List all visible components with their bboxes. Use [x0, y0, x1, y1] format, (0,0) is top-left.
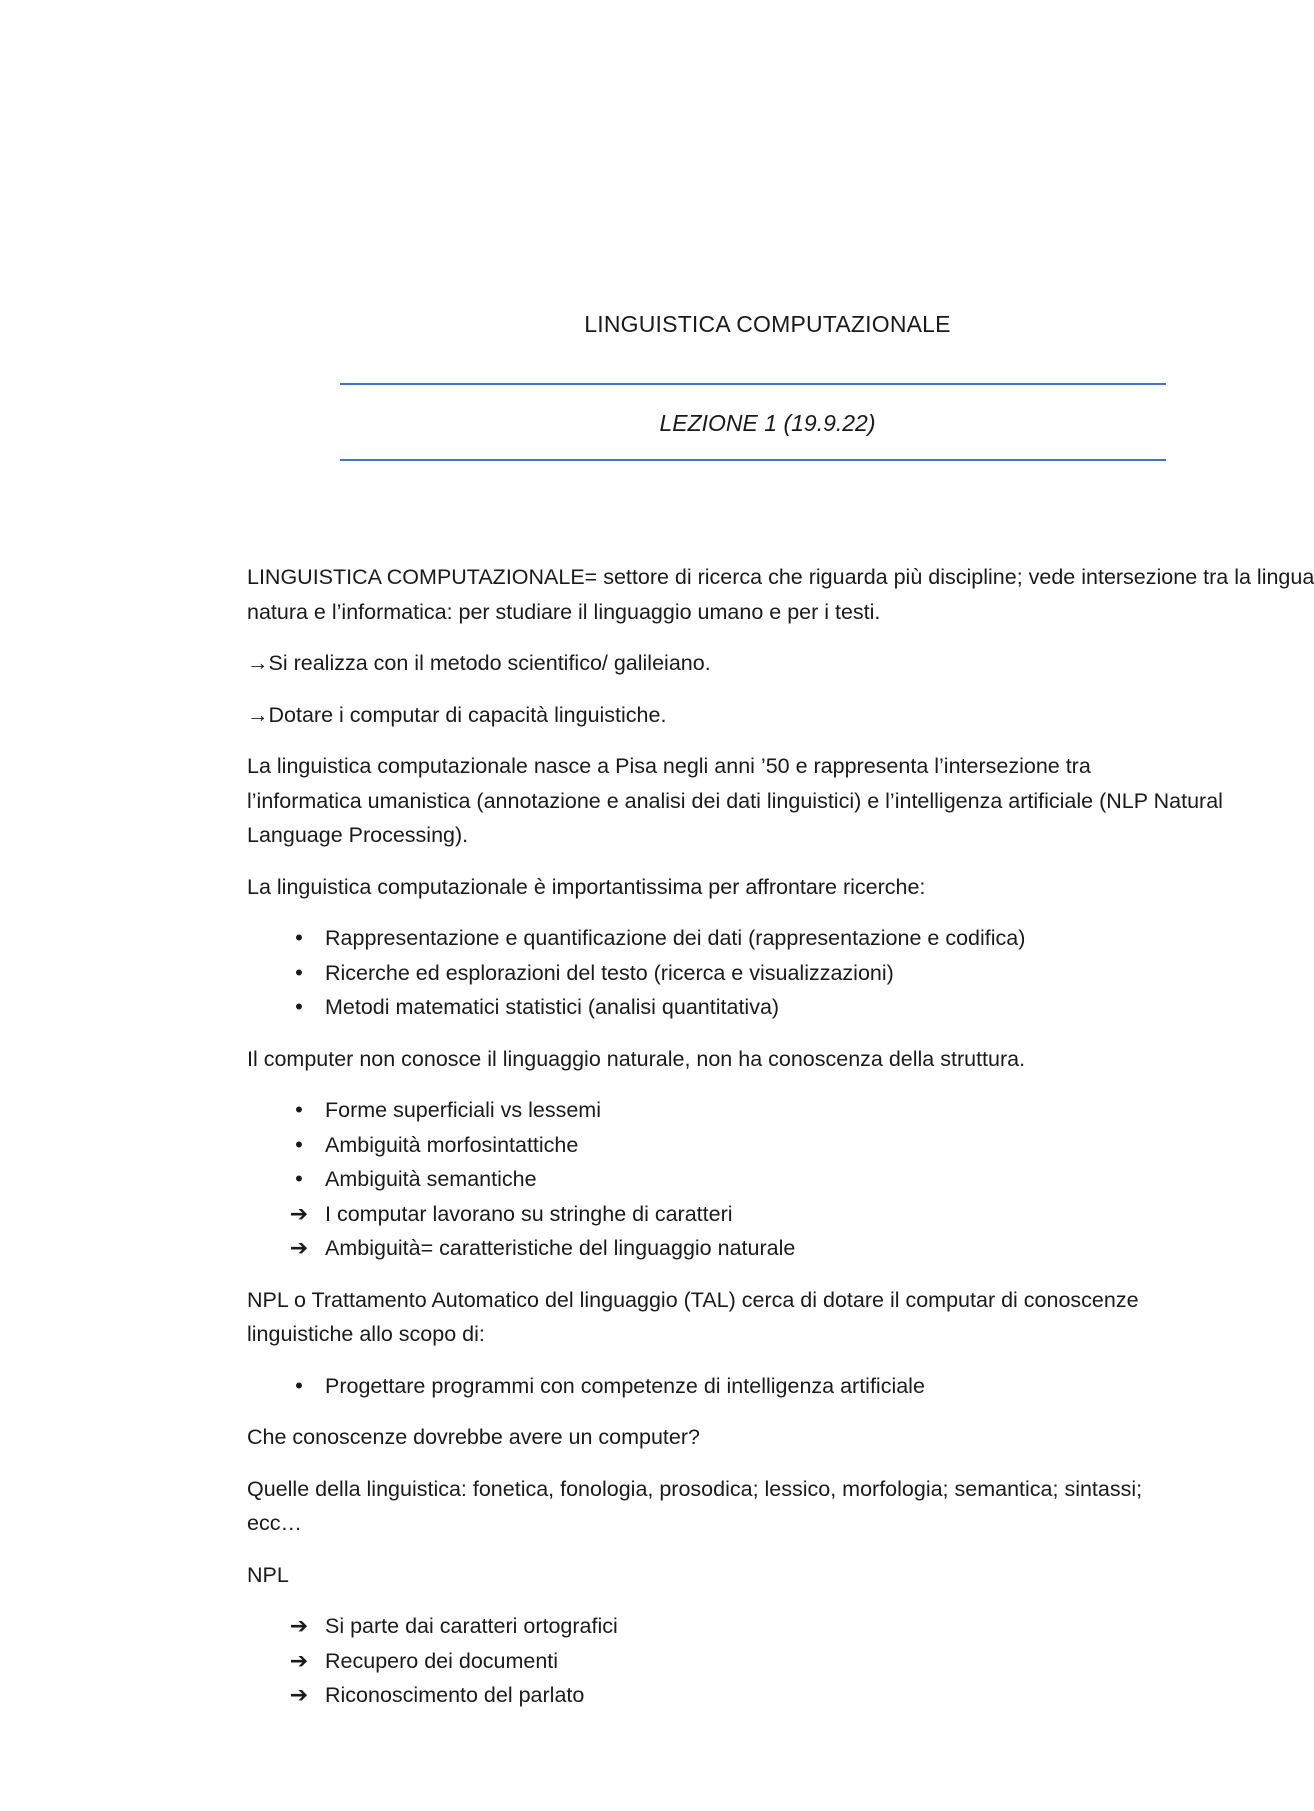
list-item	[247, 1231, 1166, 1266]
bullet-icon: •	[295, 1372, 303, 1398]
npl-list	[247, 1609, 1166, 1713]
arrow-icon: ➔	[289, 1647, 309, 1673]
list-item-text: Recupero dei documenti	[325, 1648, 559, 1673]
list-item-text: Metodi matematici statistici (analisi quantitativa)	[325, 995, 780, 1019]
paragraph-definition	[247, 560, 1314, 629]
list-item	[247, 1369, 1166, 1404]
paragraph-line: Language Processing).	[247, 823, 469, 847]
list-item-text: Si parte dai caratteri ortografici	[325, 1614, 618, 1638]
bullet-icon: •	[295, 1131, 303, 1157]
lesson-subtitle: LEZIONE 1 (19.9.22)	[659, 410, 876, 436]
arrow-icon: ➔	[289, 1200, 309, 1226]
paragraph-line: natura e l’informatica: per studiare il linguaggio umano e per i testi.	[247, 599, 881, 624]
list-item-text: Riconoscimento del parlato	[325, 1683, 585, 1707]
paragraph-line: linguistiche allo scopo di:	[247, 1322, 485, 1346]
bullet-icon: •	[295, 1166, 303, 1191]
paragraph-npl	[247, 1283, 1166, 1352]
bullet-icon: •	[295, 994, 303, 1019]
paragraph-line: Quelle della linguistica: fonetica, fonologia, prosodica; lessico, morfologia; semantica; sintassi;	[247, 1476, 1143, 1501]
list-item	[247, 1197, 1166, 1232]
list-item	[247, 1644, 1166, 1679]
list-item	[247, 1162, 1166, 1197]
paragraph-line: NPL o Trattamento Automatico del linguaggio (TAL) cerca di dotare il computar di conoscenze	[247, 1287, 1139, 1312]
list-item-text: Forme superficiali vs lessemi	[325, 1098, 601, 1122]
arrow-icon: ➔	[289, 1235, 309, 1260]
list-item	[247, 1609, 1166, 1644]
arrow-icon: ➔	[289, 1682, 309, 1707]
document-body	[247, 560, 1314, 1730]
paragraph-computer: Il computer non conosce il linguaggio naturale, non ha conoscenza della struttura.	[247, 1046, 1026, 1071]
paragraph-method: →Si realizza con il metodo scientifico/ galileiano.	[247, 651, 711, 675]
paragraph-line: LINGUISTICA COMPUTAZIONALE= settore di ricerca che riguarda più discipline; vede intersezione tra la lingua	[247, 565, 1314, 589]
paragraph-npl-heading: NPL	[247, 1562, 289, 1587]
paragraph-line: l’informatica umanistica (annotazione e analisi dei dati linguistici) e l’intelligenza artificiale (NLP Natural	[247, 788, 1223, 813]
list-item	[247, 1678, 1166, 1713]
purpose-list	[247, 1369, 1166, 1404]
paragraph-knowledge	[247, 1472, 1166, 1541]
list-item	[247, 1128, 1166, 1163]
list-item	[247, 956, 1166, 991]
list-item-text: Progettare programmi con competenze di intelligenza artificiale	[325, 1373, 925, 1398]
paragraph-origin	[247, 749, 1223, 853]
bullet-icon: •	[295, 1097, 303, 1122]
list-item-text: I computar lavorano su stringhe di caratteri	[325, 1201, 733, 1226]
paragraph-importance: La linguistica computazionale è importantissima per affrontare ricerche:	[247, 874, 926, 899]
list-item-text: Ricerche ed esplorazioni del testo (ricerca e visualizzazioni)	[325, 960, 894, 985]
title-rule-top	[340, 383, 1166, 385]
title-rule-bottom	[340, 459, 1166, 461]
bullet-icon: •	[295, 959, 303, 985]
research-list	[247, 921, 1166, 1025]
arrow-icon: ➔	[289, 1613, 309, 1638]
list-item	[247, 990, 1166, 1025]
list-item-text: Ambiguità morfosintattiche	[325, 1132, 579, 1157]
list-item	[247, 921, 1166, 956]
paragraph-question: Che conoscenze dovrebbe avere un computer?	[247, 1425, 700, 1449]
paragraph-line: La linguistica computazionale nasce a Pisa negli anni ’50 e rappresenta l’intersezione tra	[247, 754, 1091, 778]
document-title: LINGUISTICA COMPUTAZIONALE	[584, 311, 951, 337]
list-item-text: Ambiguità= caratteristiche del linguaggio naturale	[325, 1236, 796, 1260]
list-item	[247, 1093, 1166, 1128]
ambiguity-list	[247, 1093, 1166, 1266]
list-item-text: Ambiguità semantiche	[325, 1167, 537, 1191]
paragraph-line: ecc…	[247, 1511, 302, 1535]
paragraph-goal: →Dotare i computar di capacità linguistiche.	[247, 702, 667, 727]
bullet-icon: •	[295, 925, 303, 950]
list-item-text: Rappresentazione e quantificazione dei dati (rappresentazione e codifica)	[325, 926, 1026, 950]
